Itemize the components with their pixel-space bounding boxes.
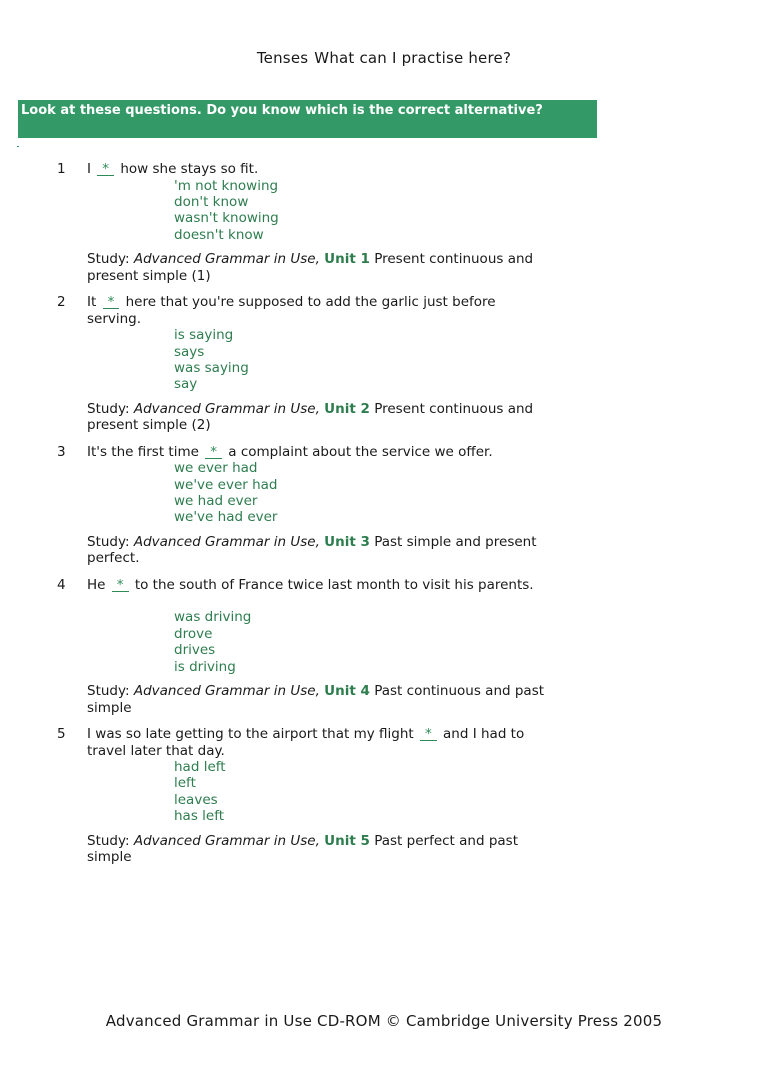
study-reference	[87, 683, 557, 716]
book-title: Advanced Grammar in Use,	[133, 683, 320, 699]
instruction-banner	[18, 100, 597, 138]
unit-link[interactable]: Unit 4	[324, 683, 370, 699]
footer-text: Advanced Grammar in Use CD-ROM © Cambridge University Press 2005	[105, 1012, 663, 1030]
question-item	[0, 444, 768, 567]
answer-options	[174, 460, 768, 526]
answer-blank[interactable]: *	[420, 728, 437, 741]
question-number: 2	[57, 294, 66, 311]
page-title-heading: What can I practise here?	[314, 49, 512, 67]
stem-after: how she stays so fit.	[120, 161, 259, 177]
unit-link[interactable]: Unit 2	[324, 400, 370, 417]
question-item	[0, 577, 768, 716]
answer-options	[174, 609, 768, 675]
answer-option[interactable]: we had ever	[174, 493, 258, 510]
answer-option[interactable]: wasn't knowing	[174, 210, 279, 227]
study-label: Study:	[87, 533, 130, 550]
question-stem	[87, 577, 537, 594]
copyright-footer	[0, 1012, 768, 1030]
answer-option[interactable]: 'm not knowing	[174, 177, 279, 194]
stem-before: It	[87, 294, 97, 311]
study-reference	[87, 534, 557, 567]
unit-link[interactable]: Unit 3	[324, 533, 370, 550]
question-number: 4	[57, 576, 66, 593]
stem-after: and I had to travel later that day.	[87, 726, 525, 759]
question-number: 1	[57, 161, 66, 177]
answer-option[interactable]: doesn't know	[174, 226, 264, 243]
answer-option[interactable]: left	[174, 775, 196, 792]
stem-after: here that you're supposed to add the garlic just before serving.	[87, 294, 496, 327]
study-reference	[87, 401, 557, 434]
stem-before: It's the first time	[87, 443, 199, 460]
answer-option[interactable]: leaves	[174, 791, 218, 808]
answer-option[interactable]: is saying	[174, 327, 234, 344]
answer-option[interactable]: says	[174, 343, 205, 360]
stem-before: He	[87, 576, 106, 593]
unit-topic: Present continuous and present simple (2)	[87, 400, 534, 434]
unit-topic: Past simple and present perfect.	[87, 533, 537, 567]
study-label: Study:	[87, 683, 130, 699]
book-title: Advanced Grammar in Use,	[133, 400, 320, 417]
answer-option[interactable]: we ever had	[174, 460, 258, 477]
study-label: Study:	[87, 400, 130, 417]
answer-option[interactable]: we've had ever	[174, 509, 278, 526]
book-title: Advanced Grammar in Use,	[133, 533, 320, 550]
answer-options	[174, 327, 768, 393]
book-title: Advanced Grammar in Use,	[133, 251, 320, 268]
answer-blank[interactable]: *	[205, 446, 222, 459]
unit-topic: Past continuous and past simple	[87, 683, 545, 716]
answer-option[interactable]: is driving	[174, 658, 236, 675]
stem-after: to the south of France twice last month to visit his parents.	[134, 576, 534, 593]
question-number: 3	[57, 443, 66, 460]
study-label: Study:	[87, 832, 130, 849]
stem-before: I was so late getting to the airport that my flight	[87, 726, 414, 742]
unit-topic: Present continuous and present simple (1)	[87, 251, 534, 284]
question-item	[0, 294, 768, 434]
answer-option[interactable]: had left	[174, 759, 226, 775]
answer-option[interactable]: don't know	[174, 193, 249, 210]
answer-option[interactable]: say	[174, 376, 198, 393]
stem-before: I	[87, 161, 91, 177]
answer-option[interactable]: drove	[174, 625, 213, 642]
answer-blank[interactable]: *	[97, 163, 114, 176]
banner-marker	[17, 146, 19, 147]
answer-blank[interactable]: *	[112, 579, 129, 592]
answer-options	[174, 759, 768, 825]
page-title	[0, 49, 768, 67]
instruction-text: Look at these questions. Do you know which is the correct alternative?	[21, 103, 543, 118]
question-stem	[87, 294, 537, 327]
answer-option[interactable]: was driving	[174, 609, 252, 626]
study-reference	[87, 833, 557, 866]
question-stem	[87, 726, 537, 759]
unit-topic: Past perfect and past simple	[87, 832, 518, 866]
unit-link[interactable]: Unit 1	[324, 251, 370, 268]
question-number: 5	[57, 726, 66, 742]
question-item	[0, 726, 768, 866]
book-title: Advanced Grammar in Use,	[133, 832, 320, 849]
question-stem	[87, 444, 537, 461]
question-stem	[87, 161, 537, 178]
question-item	[0, 161, 768, 284]
answer-option[interactable]: has left	[174, 808, 225, 825]
stem-after: a complaint about the service we offer.	[228, 443, 493, 460]
unit-link[interactable]: Unit 5	[324, 832, 370, 849]
study-reference	[87, 251, 557, 284]
answer-blank[interactable]: *	[103, 296, 120, 309]
answer-option[interactable]: drives	[174, 642, 216, 659]
page-title-topic: Tenses	[256, 49, 309, 67]
study-label: Study:	[87, 251, 130, 268]
answer-options	[174, 178, 768, 244]
question-list	[0, 161, 768, 866]
answer-option[interactable]: was saying	[174, 359, 249, 376]
answer-option[interactable]: we've ever had	[174, 476, 278, 493]
